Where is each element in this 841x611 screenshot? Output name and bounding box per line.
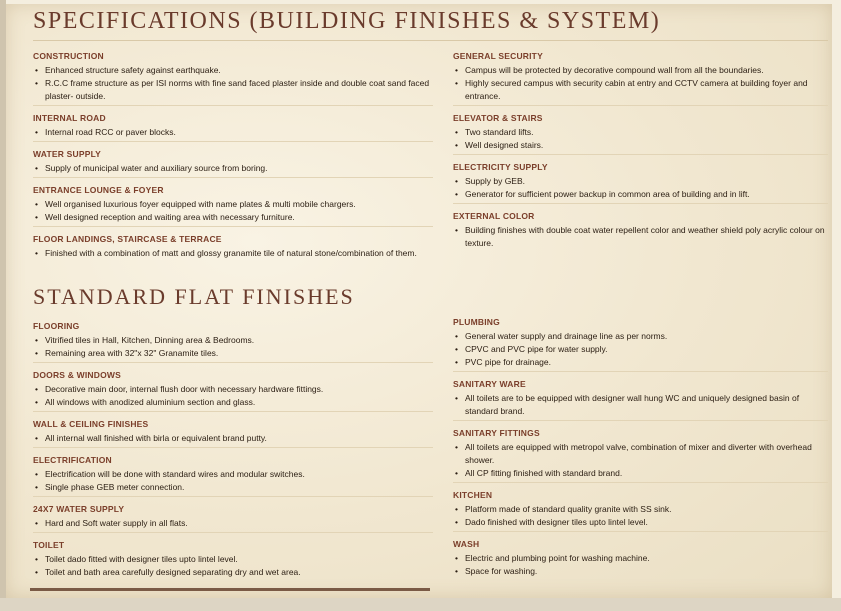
section-divider xyxy=(33,362,433,363)
section-divider xyxy=(453,203,828,204)
spec-section xyxy=(33,50,433,106)
building-right-column xyxy=(453,50,828,256)
section-divider xyxy=(453,420,828,421)
bullet-icon: • xyxy=(455,468,458,478)
item-text: PVC pipe for drainage. xyxy=(465,357,551,367)
spec-section xyxy=(33,454,433,497)
item-text: General water supply and drainage line as per norms. xyxy=(465,331,668,341)
item-text: Toilet dado fitted with designer tiles upto lintel level. xyxy=(45,554,238,564)
item-text: Well designed reception and waiting area with necessary furniture. xyxy=(45,212,295,222)
item-text: Internal road RCC or paver blocks. xyxy=(45,127,176,137)
section-title: FLOORING xyxy=(33,321,80,331)
list-item xyxy=(453,64,828,77)
bullet-icon: • xyxy=(455,504,458,514)
list-item xyxy=(33,481,433,494)
bullet-icon: • xyxy=(455,78,458,88)
spec-section xyxy=(453,316,828,372)
bullet-icon: • xyxy=(455,357,458,367)
bullet-icon: • xyxy=(35,567,38,577)
specifications-heading: SPECIFICATIONS (BUILDING FINISHES & SYSTEM) xyxy=(33,8,661,34)
section-items xyxy=(33,334,433,360)
heading-divider xyxy=(33,40,828,41)
section-title: SANITARY FITTINGS xyxy=(453,428,540,438)
bullet-icon: • xyxy=(455,225,458,235)
bullet-icon: • xyxy=(35,65,38,75)
list-item xyxy=(453,552,828,565)
section-title: ELECTRIFICATION xyxy=(33,455,112,465)
section-items xyxy=(33,553,433,579)
bullet-icon: • xyxy=(35,397,38,407)
section-divider xyxy=(453,105,828,106)
section-title: ELEVATOR & STAIRS xyxy=(453,113,543,123)
spec-section xyxy=(33,233,433,260)
section-items xyxy=(453,126,828,152)
item-text: Supply of municipal water and auxiliary source from boring. xyxy=(45,163,268,173)
item-text: Well designed stairs. xyxy=(465,140,544,150)
list-item xyxy=(453,441,828,467)
list-item xyxy=(33,432,433,445)
bottom-decorative-bar xyxy=(30,588,430,591)
spec-section xyxy=(453,112,828,155)
section-divider xyxy=(453,531,828,532)
section-divider xyxy=(33,532,433,533)
item-text: CPVC and PVC pipe for water supply. xyxy=(465,344,608,354)
bullet-icon: • xyxy=(35,248,38,258)
list-item xyxy=(453,356,828,369)
item-text: Remaining area with 32"x 32" Granamite tiles. xyxy=(45,348,219,358)
section-title: DOORS & WINDOWS xyxy=(33,370,121,380)
section-items xyxy=(33,162,433,175)
list-item xyxy=(33,334,433,347)
section-items xyxy=(33,126,433,139)
list-item xyxy=(453,503,828,516)
list-item xyxy=(453,565,828,578)
section-items xyxy=(453,224,828,250)
bullet-icon: • xyxy=(455,517,458,527)
section-divider xyxy=(453,371,828,372)
section-divider xyxy=(33,177,433,178)
list-item xyxy=(33,396,433,409)
bullet-icon: • xyxy=(455,344,458,354)
item-text: Two standard lifts. xyxy=(465,127,534,137)
section-title: GENERAL SECURITY xyxy=(453,51,543,61)
bullet-icon: • xyxy=(455,553,458,563)
section-items xyxy=(33,432,433,445)
section-title: TOILET xyxy=(33,540,65,550)
section-divider xyxy=(33,447,433,448)
section-title: INTERNAL ROAD xyxy=(33,113,106,123)
list-item xyxy=(453,392,828,418)
bullet-icon: • xyxy=(35,127,38,137)
bullet-icon: • xyxy=(455,65,458,75)
item-text: Enhanced structure safety against earthquake. xyxy=(45,65,221,75)
section-title: FLOOR LANDINGS, STAIRCASE & TERRACE xyxy=(33,234,222,244)
item-text: All windows with anodized aluminium section and glass. xyxy=(45,397,256,407)
item-text: Electric and plumbing point for washing machine. xyxy=(465,553,650,563)
list-item xyxy=(453,516,828,529)
item-text: Platform made of standard quality granite with SS sink. xyxy=(465,504,672,514)
spec-section xyxy=(33,503,433,533)
section-title: SANITARY WARE xyxy=(453,379,526,389)
bullet-icon: • xyxy=(35,384,38,394)
section-items xyxy=(33,468,433,494)
item-text: All toilets are equipped with metropol valve, combination of mixer and diverter with overhead shower. xyxy=(465,442,812,465)
item-text: All CP fitting finished with standard brand. xyxy=(465,468,623,478)
spec-section xyxy=(33,539,433,579)
section-divider xyxy=(453,154,828,155)
bullet-icon: • xyxy=(35,163,38,173)
section-title: KITCHEN xyxy=(453,490,493,500)
spec-section xyxy=(33,184,433,227)
bullet-icon: • xyxy=(455,331,458,341)
bullet-icon: • xyxy=(35,335,38,345)
spec-section xyxy=(453,489,828,532)
list-item xyxy=(453,467,828,480)
spec-section xyxy=(453,210,828,250)
spec-section xyxy=(453,161,828,204)
list-item xyxy=(453,330,828,343)
section-divider xyxy=(33,141,433,142)
section-title: ELECTRICITY SUPPLY xyxy=(453,162,548,172)
list-item xyxy=(33,566,433,579)
list-item xyxy=(33,383,433,396)
item-text: Supply by GEB. xyxy=(465,176,526,186)
section-divider xyxy=(33,496,433,497)
list-item xyxy=(453,188,828,201)
bullet-icon: • xyxy=(35,482,38,492)
section-items xyxy=(453,64,828,103)
list-item xyxy=(33,162,433,175)
item-text: Hard and Soft water supply in all flats. xyxy=(45,518,188,528)
bullet-icon: • xyxy=(455,176,458,186)
building-left-column xyxy=(33,50,433,266)
list-item xyxy=(453,77,828,103)
item-text: R.C.C frame structure as per ISI norms with fine sand faced plaster inside and double coat sand faced plaster- outside. xyxy=(45,78,430,101)
section-items xyxy=(453,392,828,418)
item-text: Electrification will be done with standard wires and modular switches. xyxy=(45,469,305,479)
item-text: Single phase GEB meter connection. xyxy=(45,482,185,492)
list-item xyxy=(33,517,433,530)
section-items xyxy=(33,64,433,103)
list-item xyxy=(33,553,433,566)
bottom-margin xyxy=(0,598,841,611)
section-title: WALL & CEILING FINISHES xyxy=(33,419,149,429)
section-divider xyxy=(33,105,433,106)
item-text: Well organised luxurious foyer equipped with name plates & multi mobile chargers. xyxy=(45,199,356,209)
spec-section xyxy=(453,50,828,106)
flat-right-column xyxy=(453,316,828,584)
item-text: Building finishes with double coat water repellent color and weather shield poly acrylic colour on texture. xyxy=(465,225,825,248)
item-text: Space for washing. xyxy=(465,566,538,576)
bullet-icon: • xyxy=(455,127,458,137)
list-item xyxy=(453,175,828,188)
bullet-icon: • xyxy=(455,393,458,403)
spec-section xyxy=(33,369,433,412)
bullet-icon: • xyxy=(455,566,458,576)
bullet-icon: • xyxy=(35,78,38,88)
spec-section xyxy=(453,538,828,578)
spec-section xyxy=(33,112,433,142)
section-items xyxy=(453,175,828,201)
section-items xyxy=(33,247,433,260)
list-item xyxy=(453,139,828,152)
section-items xyxy=(453,441,828,480)
section-title: EXTERNAL COLOR xyxy=(453,211,535,221)
section-items xyxy=(33,198,433,224)
section-items xyxy=(453,503,828,529)
spec-section xyxy=(33,148,433,178)
bullet-icon: • xyxy=(35,469,38,479)
bullet-icon: • xyxy=(455,442,458,452)
bullet-icon: • xyxy=(35,348,38,358)
item-text: Toilet and bath area carefully designed separating dry and wet area. xyxy=(45,567,301,577)
section-title: WASH xyxy=(453,539,480,549)
list-item xyxy=(453,224,828,250)
item-text: Decorative main door, internal flush door with necessary hardware fittings. xyxy=(45,384,324,394)
item-text: Dado finished with designer tiles upto lintel level. xyxy=(465,517,648,527)
list-item xyxy=(453,126,828,139)
section-title: ENTRANCE LOUNGE & FOYER xyxy=(33,185,164,195)
section-divider xyxy=(33,226,433,227)
list-item xyxy=(33,126,433,139)
spec-section xyxy=(453,378,828,421)
section-title: WATER SUPPLY xyxy=(33,149,102,159)
section-divider xyxy=(33,411,433,412)
bullet-icon: • xyxy=(35,212,38,222)
spec-section xyxy=(453,427,828,483)
section-items xyxy=(453,330,828,369)
item-text: All toilets are to be equipped with designer wall hung WC and uniquely designed basin of standard brand. xyxy=(465,393,800,416)
list-item xyxy=(33,247,433,260)
list-item xyxy=(33,64,433,77)
section-items xyxy=(33,517,433,530)
spec-section xyxy=(33,418,433,448)
list-item xyxy=(33,198,433,211)
flat-finishes-heading: STANDARD FLAT FINISHES xyxy=(33,284,355,309)
section-divider xyxy=(453,482,828,483)
list-item xyxy=(453,343,828,356)
list-item xyxy=(33,347,433,360)
item-text: Vitrified tiles in Hall, Kitchen, Dinning area & Bedrooms. xyxy=(45,335,255,345)
section-items xyxy=(453,552,828,578)
bullet-icon: • xyxy=(455,140,458,150)
bullet-icon: • xyxy=(35,433,38,443)
item-text: Highly secured campus with security cabin at entry and CCTV camera at building foyer and entrance. xyxy=(465,78,808,101)
item-text: Finished with a combination of matt and glossy granamite tile of natural stone/combination of them. xyxy=(45,248,417,258)
section-title: CONSTRUCTION xyxy=(33,51,104,61)
bullet-icon: • xyxy=(35,518,38,528)
spec-section xyxy=(33,320,433,363)
list-item xyxy=(33,468,433,481)
section-items xyxy=(33,383,433,409)
bullet-icon: • xyxy=(35,554,38,564)
list-item xyxy=(33,211,433,224)
list-item xyxy=(33,77,433,103)
item-text: All internal wall finished with birla or equivalent brand putty. xyxy=(45,433,267,443)
flat-left-column xyxy=(33,320,433,585)
bullet-icon: • xyxy=(35,199,38,209)
bullet-icon: • xyxy=(455,189,458,199)
section-title: 24X7 WATER SUPPLY xyxy=(33,504,125,514)
section-title: PLUMBING xyxy=(453,317,500,327)
item-text: Campus will be protected by decorative compound wall from all the boundaries. xyxy=(465,65,764,75)
item-text: Generator for sufficient power backup in common area of building and in lift. xyxy=(465,189,750,199)
